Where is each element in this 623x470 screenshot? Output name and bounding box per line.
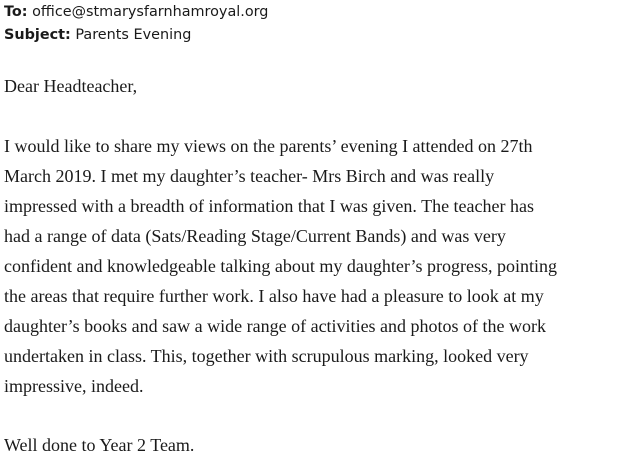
paragraph-line: the areas that require further work. I also have had a pleasure to look at my <box>4 286 544 306</box>
to-header <box>4 1 268 23</box>
subject-value: Parents Evening <box>75 27 192 43</box>
paragraph-line: daughter’s books and saw a wide range of activities and photos of the work <box>4 316 547 336</box>
paragraph-line: March 2019. I met my daughter’s teacher- Mrs Birch and was really <box>4 166 495 186</box>
closing-line: Well done to Year 2 Team. <box>4 435 195 455</box>
salutation: Dear Headteacher, <box>4 76 138 96</box>
paragraph-line: impressed with a breadth of information that I was given. The teacher has <box>4 196 534 216</box>
to-label: To: <box>4 4 28 20</box>
paragraph-line: I would like to share my views on the parents’ evening I attended on 27th <box>4 136 533 156</box>
paragraph-line: impressive, indeed. <box>4 376 144 396</box>
subject-label: Subject: <box>4 27 71 43</box>
paragraph-line: confident and knowledgeable talking about my daughter’s progress, pointing <box>4 256 558 276</box>
paragraph-line: had a range of data (Sats/Reading Stage/Current Bands) and was very <box>4 226 506 246</box>
message-paragraph <box>4 131 620 401</box>
paragraph-line: undertaken in class. This, together with scrupulous marking, looked very <box>4 346 529 366</box>
to-address[interactable]: office@stmarysfarnhamroyal.org <box>32 4 269 20</box>
subject-header <box>4 24 191 46</box>
